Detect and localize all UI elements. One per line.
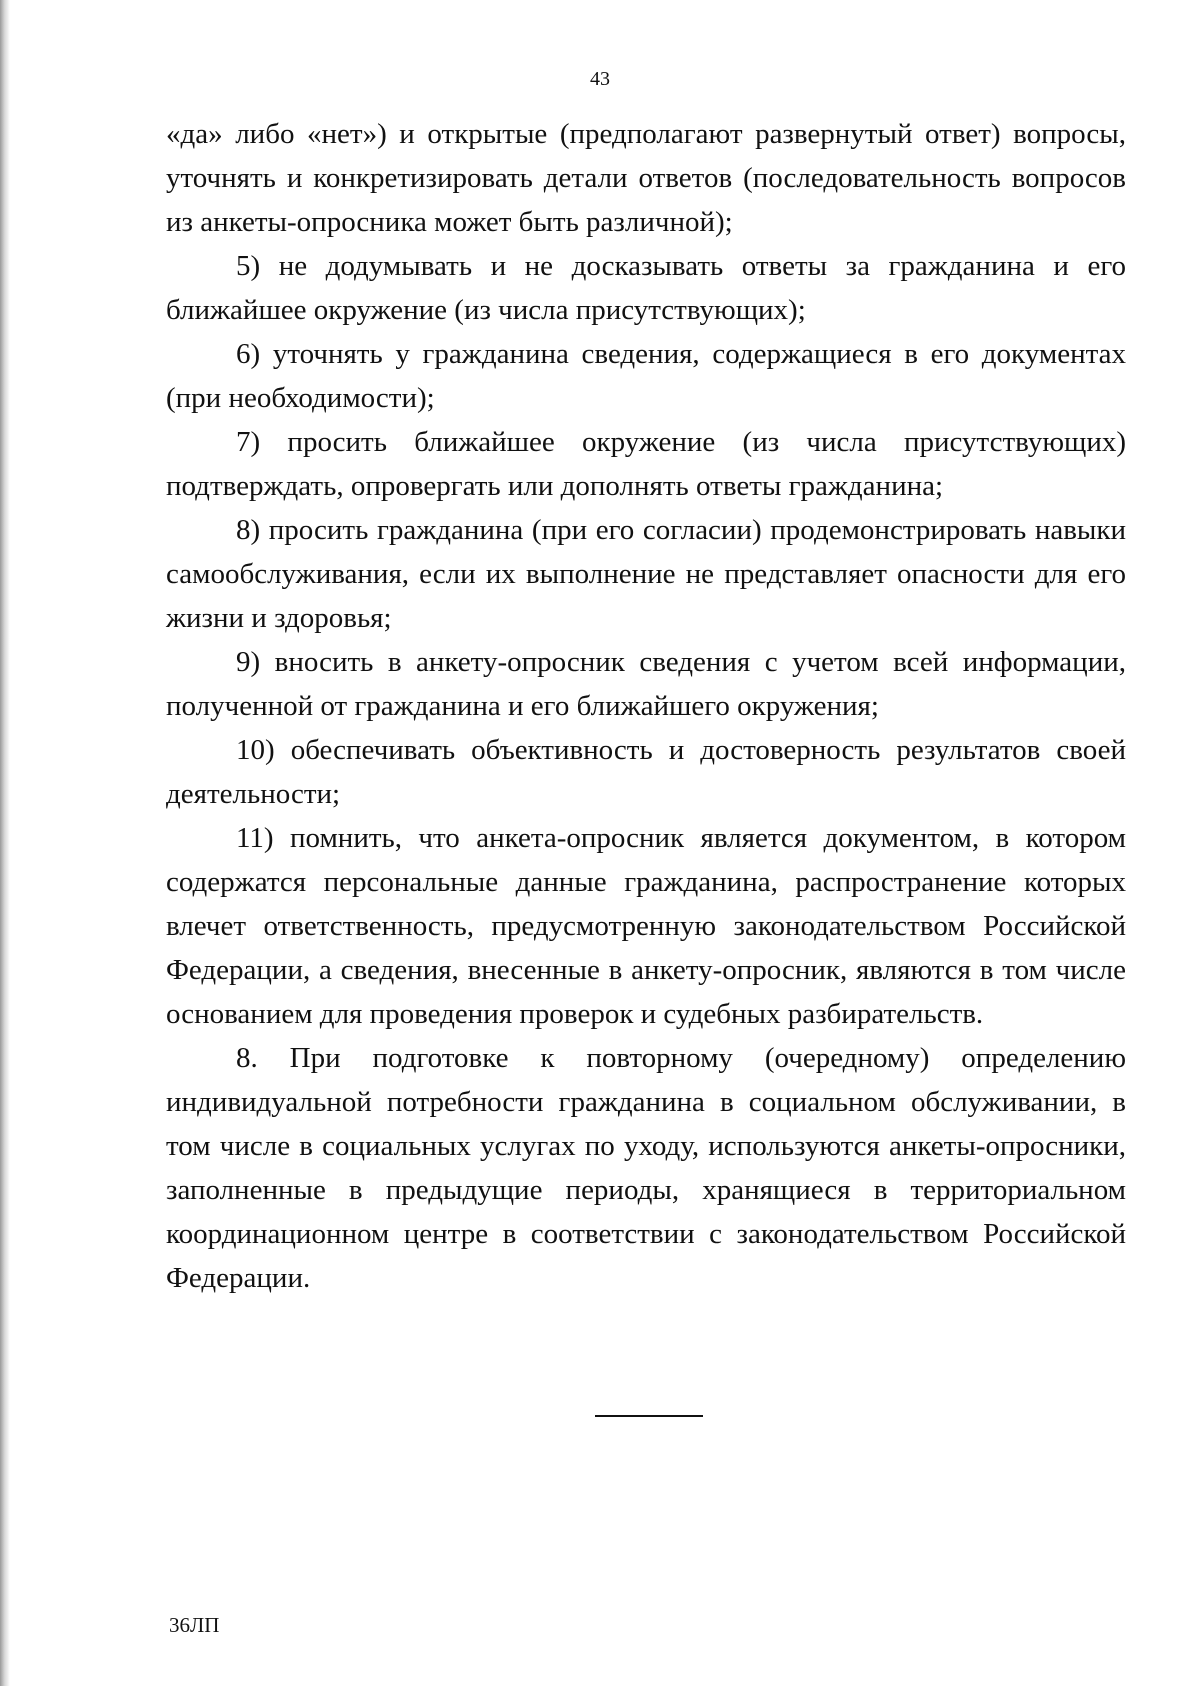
paragraph-section-8: 8. При подготовке к повторному (очередному) определению индивидуальной потребности гражданина в социальном обслуживании, в том числе в социальных услугах по уходу, используются анкеты-опросники, заполненные в предыдущие периоды, хранящиеся в территориальном координационном центре в соответствии с законодательством Российской Федерации.: [166, 1042, 1126, 1294]
paragraph-item-8: 8) просить гражданина (при его согласии) продемонстрировать навыки самообслуживания, если их выполнение не представляет опасности для его жизни и здоровья;: [166, 514, 1126, 634]
scan-edge: [0, 0, 10, 1686]
paragraph-item-7: 7) просить ближайшее окружение (из числа присутствующих) подтверждать, опровергать или дополнять ответы гражданина;: [166, 426, 1126, 502]
end-rule: [595, 1415, 703, 1417]
page-number: 43: [590, 68, 610, 90]
paragraph-continuation: «да» либо «нет») и открытые (предполагают развернутый ответ) вопросы, уточнять и конкретизировать детали ответов (последовательность вопросов из анкеты-опросника может быть различной);: [166, 118, 1126, 238]
paragraph-item-6: 6) уточнять у гражданина сведения, содержащиеся в его документах (при необходимости);: [166, 338, 1126, 414]
paragraph-item-10: 10) обеспечивать объективность и достоверность результатов своей деятельности;: [166, 734, 1126, 810]
paragraph-item-5: 5) не додумывать и не досказывать ответы за гражданина и его ближайшее окружение (из числа присутствующих);: [166, 250, 1126, 326]
body-text: [166, 112, 1126, 1300]
paragraph-item-11: 11) помнить, что анкета-опросник является документом, в котором содержатся персональные данные гражданина, распространение которых влечет ответственность, предусмотренную законодательством Российской Федерации, а сведения, внесенные в анкету-опросник, являются в том числе основанием для проведения проверок и судебных разбирательств.: [166, 822, 1126, 1030]
footer-code: 36ЛП: [169, 1613, 220, 1637]
paragraph-item-9: 9) вносить в анкету-опросник сведения с учетом всей информации, полученной от гражданина и его ближайшего окружения;: [166, 646, 1126, 722]
